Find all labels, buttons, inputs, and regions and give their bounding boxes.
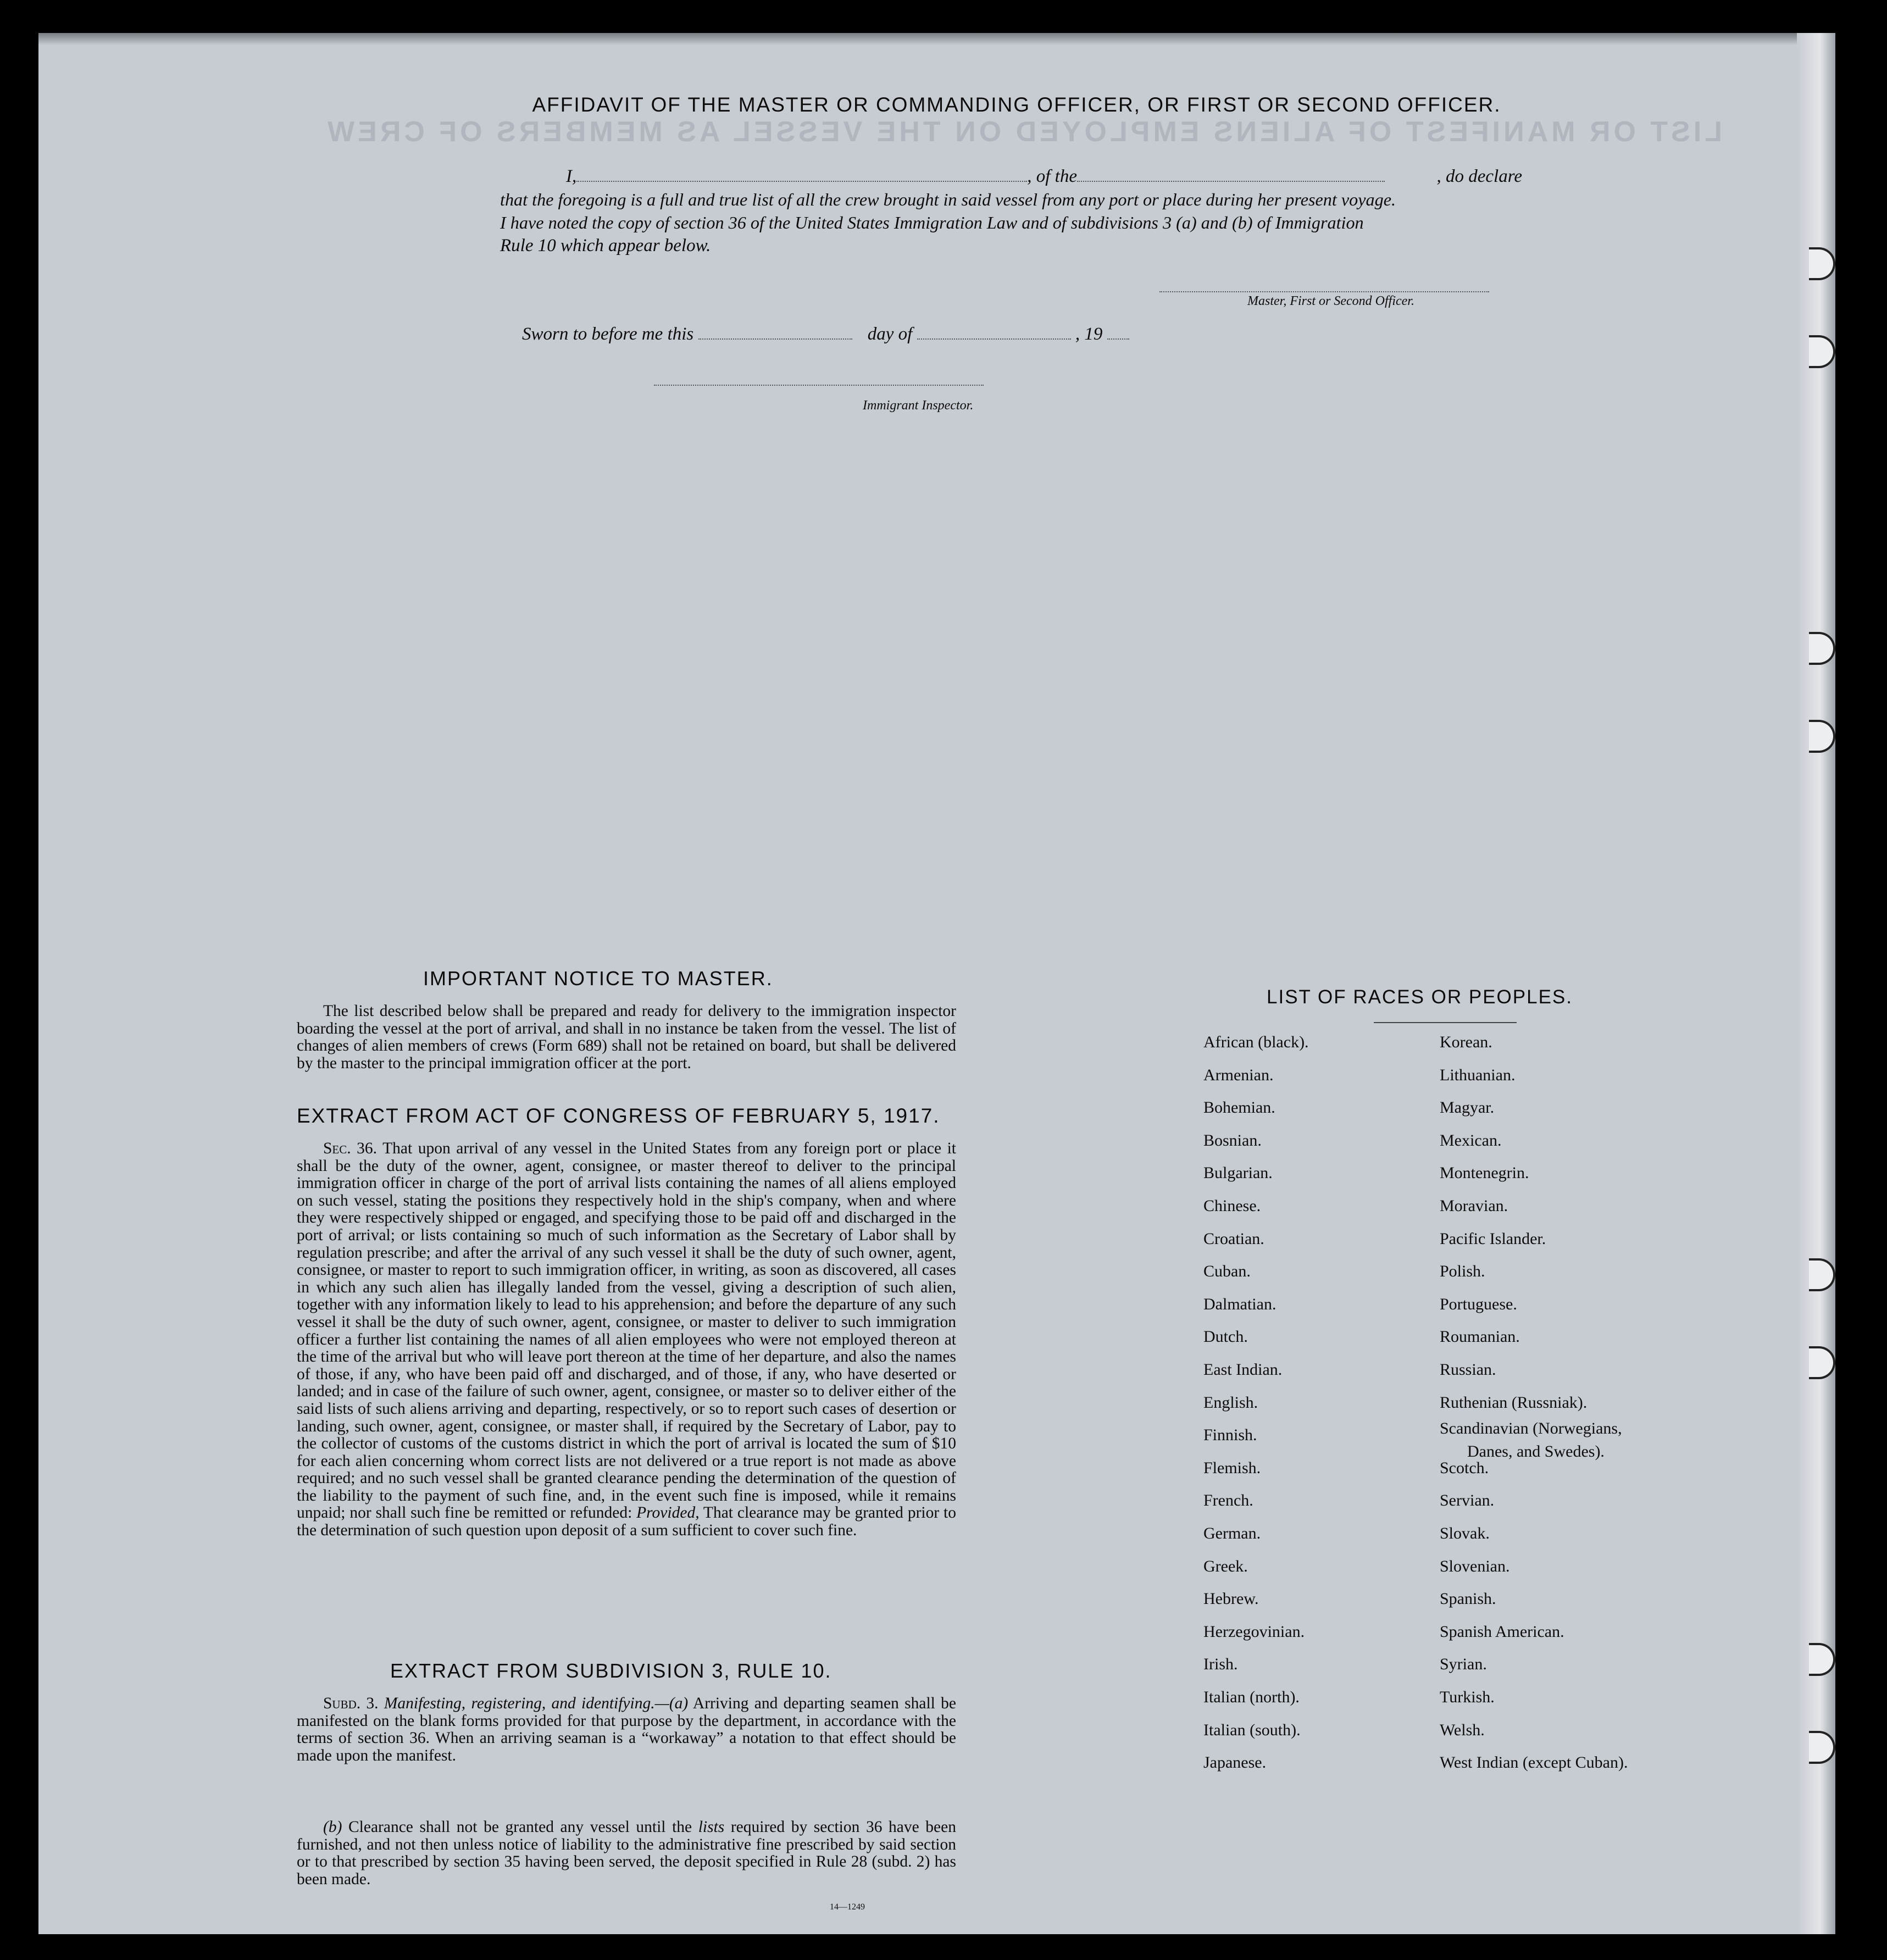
race-item: German.: [1203, 1524, 1261, 1542]
race-item: Irish.: [1203, 1655, 1238, 1674]
master-signature-label: Master, First or Second Officer.: [1247, 294, 1414, 308]
race-item: Russian.: [1440, 1361, 1496, 1379]
race-item: Finnish.: [1203, 1426, 1257, 1445]
sworn-line: [522, 324, 1129, 345]
race-item: Montenegrin.: [1440, 1164, 1529, 1182]
month-blank: [917, 338, 1071, 340]
rule-b-text-b: required by section 36 have been furnished, and not then unless notice of liability to the administrative fine prescribed by said section or to that prescribed by section 35 having been served, the deposit specified in Rule 28 (subd. 2) has been made.: [297, 1818, 956, 1888]
rule-a-label: —(a): [654, 1695, 689, 1712]
race-item: Armenian.: [1203, 1065, 1274, 1084]
race-item: Syrian.: [1440, 1655, 1487, 1674]
race-item: Bohemian.: [1203, 1098, 1275, 1117]
document-page: [38, 33, 1835, 1934]
race-item: Turkish.: [1440, 1688, 1495, 1706]
notice-form-ref: (Form 689): [532, 1037, 607, 1055]
race-item: Korean.: [1440, 1033, 1492, 1051]
race-item: Portuguese.: [1440, 1295, 1517, 1313]
race-item: Greek.: [1203, 1557, 1248, 1575]
race-item: East Indian.: [1203, 1361, 1283, 1379]
inspector-signature-line: [654, 385, 984, 386]
rule-b-lists: lists: [698, 1818, 725, 1836]
year-text: , 19: [1075, 324, 1103, 344]
sworn-text: Sworn to before me this: [522, 324, 694, 344]
race-item: Herzegovinian.: [1203, 1622, 1305, 1641]
race-item: Polish.: [1440, 1262, 1485, 1281]
act-provided: Provided,: [636, 1504, 700, 1522]
day-blank: [698, 338, 852, 340]
race-item: English.: [1203, 1393, 1258, 1412]
declaration-line-2: that the foregoing is a full and true list of all the crew brought in said vessel from any port or place during her present voyage.: [500, 190, 1396, 209]
race-item: Cuban.: [1203, 1262, 1251, 1281]
race-item: West Indian (except Cuban).: [1440, 1753, 1628, 1772]
races-heading: LIST OF RACES OR PEOPLES.: [1267, 986, 1573, 1008]
race-item: Welsh.: [1440, 1720, 1485, 1739]
race-item: Magyar.: [1440, 1098, 1495, 1117]
race-item: Dalmatian.: [1203, 1295, 1276, 1313]
race-item: Scotch.: [1440, 1458, 1489, 1477]
races-heading-rule: [1374, 1022, 1517, 1023]
declaration-block: [500, 165, 1522, 257]
race-item: Servian.: [1440, 1491, 1495, 1510]
declaration-line-4: Rule 10 which appear below.: [500, 236, 711, 256]
vessel-blank: [1077, 181, 1385, 182]
race-item: Scandinavian (Norwegians,: [1440, 1419, 1622, 1438]
rule-subd-b: [297, 1819, 956, 1888]
year-blank: [1107, 338, 1129, 340]
act-text: [297, 1140, 956, 1540]
declaration-i: I,: [566, 166, 577, 186]
notice-text-a: The list described below shall be prepared and ready for delivery to the immigration inspector boarding the vessel at the port of arrival, and shall in no instance be taken from the vessel. The list of changes of alien members of crews: [297, 1002, 956, 1055]
race-item: Japanese.: [1203, 1753, 1267, 1772]
race-item: Roumanian.: [1440, 1328, 1520, 1346]
race-item: Bulgarian.: [1203, 1164, 1273, 1182]
race-item: Ruthenian (Russniak).: [1440, 1393, 1588, 1412]
race-item: African (black).: [1203, 1033, 1309, 1051]
master-signature-line: [1159, 291, 1489, 292]
bleed-through-title: LIST OR MANIFEST OF ALIENS EMPLOYED ON THE VESSEL AS MEMBERS OF CREW: [324, 116, 1722, 148]
act-text-b: That clearance may be granted prior to the determination of such question upon deposit of a sum sufficient to cover such fine.: [297, 1504, 956, 1540]
form-number: 14—1249: [830, 1902, 865, 1912]
race-item: Lithuanian.: [1440, 1065, 1516, 1084]
race-item: Spanish American.: [1440, 1622, 1564, 1641]
act-text-a: That upon arrival of any vessel in the United States from any foreign port or place it shall be the duty of the owner, agent, consignee, or master thereof to deliver to the principal immigration officer in charge of the port of arrival lists containing the names of all aliens employed on such vessel, stating the positions they respectively hold in the ship's company, when and where they were respectively shipped or engaged, and specifying those to be paid off and discharged in the port of arrival; or lists containing so much of such information as the Secretary of Labor shall by regulation prescribe; and after the arrival of any such vessel it shall be the duty of such owner, agent, consignee, or master to report to such immigration officer, in writing, as soon as discovered, all cases in which any such alien has illegally landed from the vessel, giving a description of such alien, together with any information likely to lead to his apprehension; and before the departure of any such vessel it shall be the duty of such owner, agent, consignee, or master to deliver to such immigration officer a further list containing the names of all alien employees who were not employed thereon at the time of the arrival but who will leave port thereon at the time of her departure, and also the names of those, if any, who have been paid off and discharged, and of those, if any, who have deserted or landed; and in case of the failure of such owner, agent, consignee, or master so to deliver either of the said lists of such aliens arriving and departing, respectively, or so to report such cases of desertion or landing, such owner, agent, consignee, or master shall, if required by the Secretary of Labor, pay to the collector of customs of the customs district in which the port of arrival is located the sum of $10 for each alien concerning whom correct lists are not delivered or a true report is not made as above required; and no such vessel shall be granted clearance pending the determination of the question of the liability to the payment of such fine, and, in the event such fine is imposed, while it remains unpaid; nor shall such fine be remitted or refunded:: [297, 1140, 956, 1522]
race-item: Bosnian.: [1203, 1131, 1262, 1150]
rule-b-text-a: Clearance shall not be granted any vessel until the: [342, 1818, 698, 1836]
affidavit-title: AFFIDAVIT OF THE MASTER OR COMMANDING OFFICER, OR FIRST OR SECOND OFFICER.: [532, 93, 1501, 116]
race-item: Dutch.: [1203, 1328, 1248, 1346]
declaration-line-3: I have noted the copy of section 36 of the United States Immigration Law and of subdivisions 3 (a) and (b) of Immigration: [500, 213, 1364, 232]
race-item: Pacific Islander.: [1440, 1229, 1546, 1248]
notice-text-b: shall not be retained on board, but shall be delivered by the master to the principal immigration officer at the port.: [297, 1037, 957, 1072]
race-item: Slovenian.: [1440, 1557, 1510, 1575]
race-item: Slovak.: [1440, 1524, 1490, 1542]
declaration-of-the: , of the: [1027, 166, 1077, 186]
act-heading: EXTRACT FROM ACT OF CONGRESS OF FEBRUARY 5, 1917.: [297, 1104, 940, 1127]
race-item: Chinese.: [1203, 1197, 1261, 1215]
race-item: Italian (north).: [1203, 1688, 1300, 1706]
rule-a-text: Arriving and departing seamen shall be manifested on the blank forms provided for that purpose by the department, in accordance with the terms of section 36. When an arriving seaman is a “workaway” a notation to that effect should be made upon the manifest.: [297, 1695, 956, 1764]
rule-subd-label: Subd. 3.: [323, 1695, 379, 1712]
race-item: Italian (south).: [1203, 1720, 1301, 1739]
inspector-signature-label: Immigrant Inspector.: [863, 398, 974, 413]
race-item-continuation: Danes, and Swedes).: [1467, 1442, 1605, 1461]
race-item: Mexican.: [1440, 1131, 1502, 1150]
race-item: French.: [1203, 1491, 1253, 1510]
name-blank: [576, 181, 1027, 182]
race-item: Croatian.: [1203, 1229, 1264, 1248]
rule-subd-a: [297, 1695, 956, 1764]
rule-b-label: (b): [323, 1818, 342, 1836]
declaration-do-declare: , do declare: [1436, 166, 1522, 186]
act-section-label: Sec. 36.: [323, 1140, 378, 1157]
race-item: Hebrew.: [1203, 1590, 1259, 1608]
race-item: Flemish.: [1203, 1458, 1261, 1477]
notice-heading: IMPORTANT NOTICE TO MASTER.: [423, 967, 773, 990]
day-of-text: day of: [867, 324, 913, 344]
race-item: Spanish.: [1440, 1590, 1496, 1608]
page-top-shadow: [38, 33, 1835, 45]
notice-text: [297, 1003, 956, 1072]
race-item: Moravian.: [1440, 1197, 1508, 1215]
rule-heading: EXTRACT FROM SUBDIVISION 3, RULE 10.: [390, 1659, 832, 1682]
rule-subd-title: Manifesting, registering, and identifying.: [384, 1695, 655, 1712]
